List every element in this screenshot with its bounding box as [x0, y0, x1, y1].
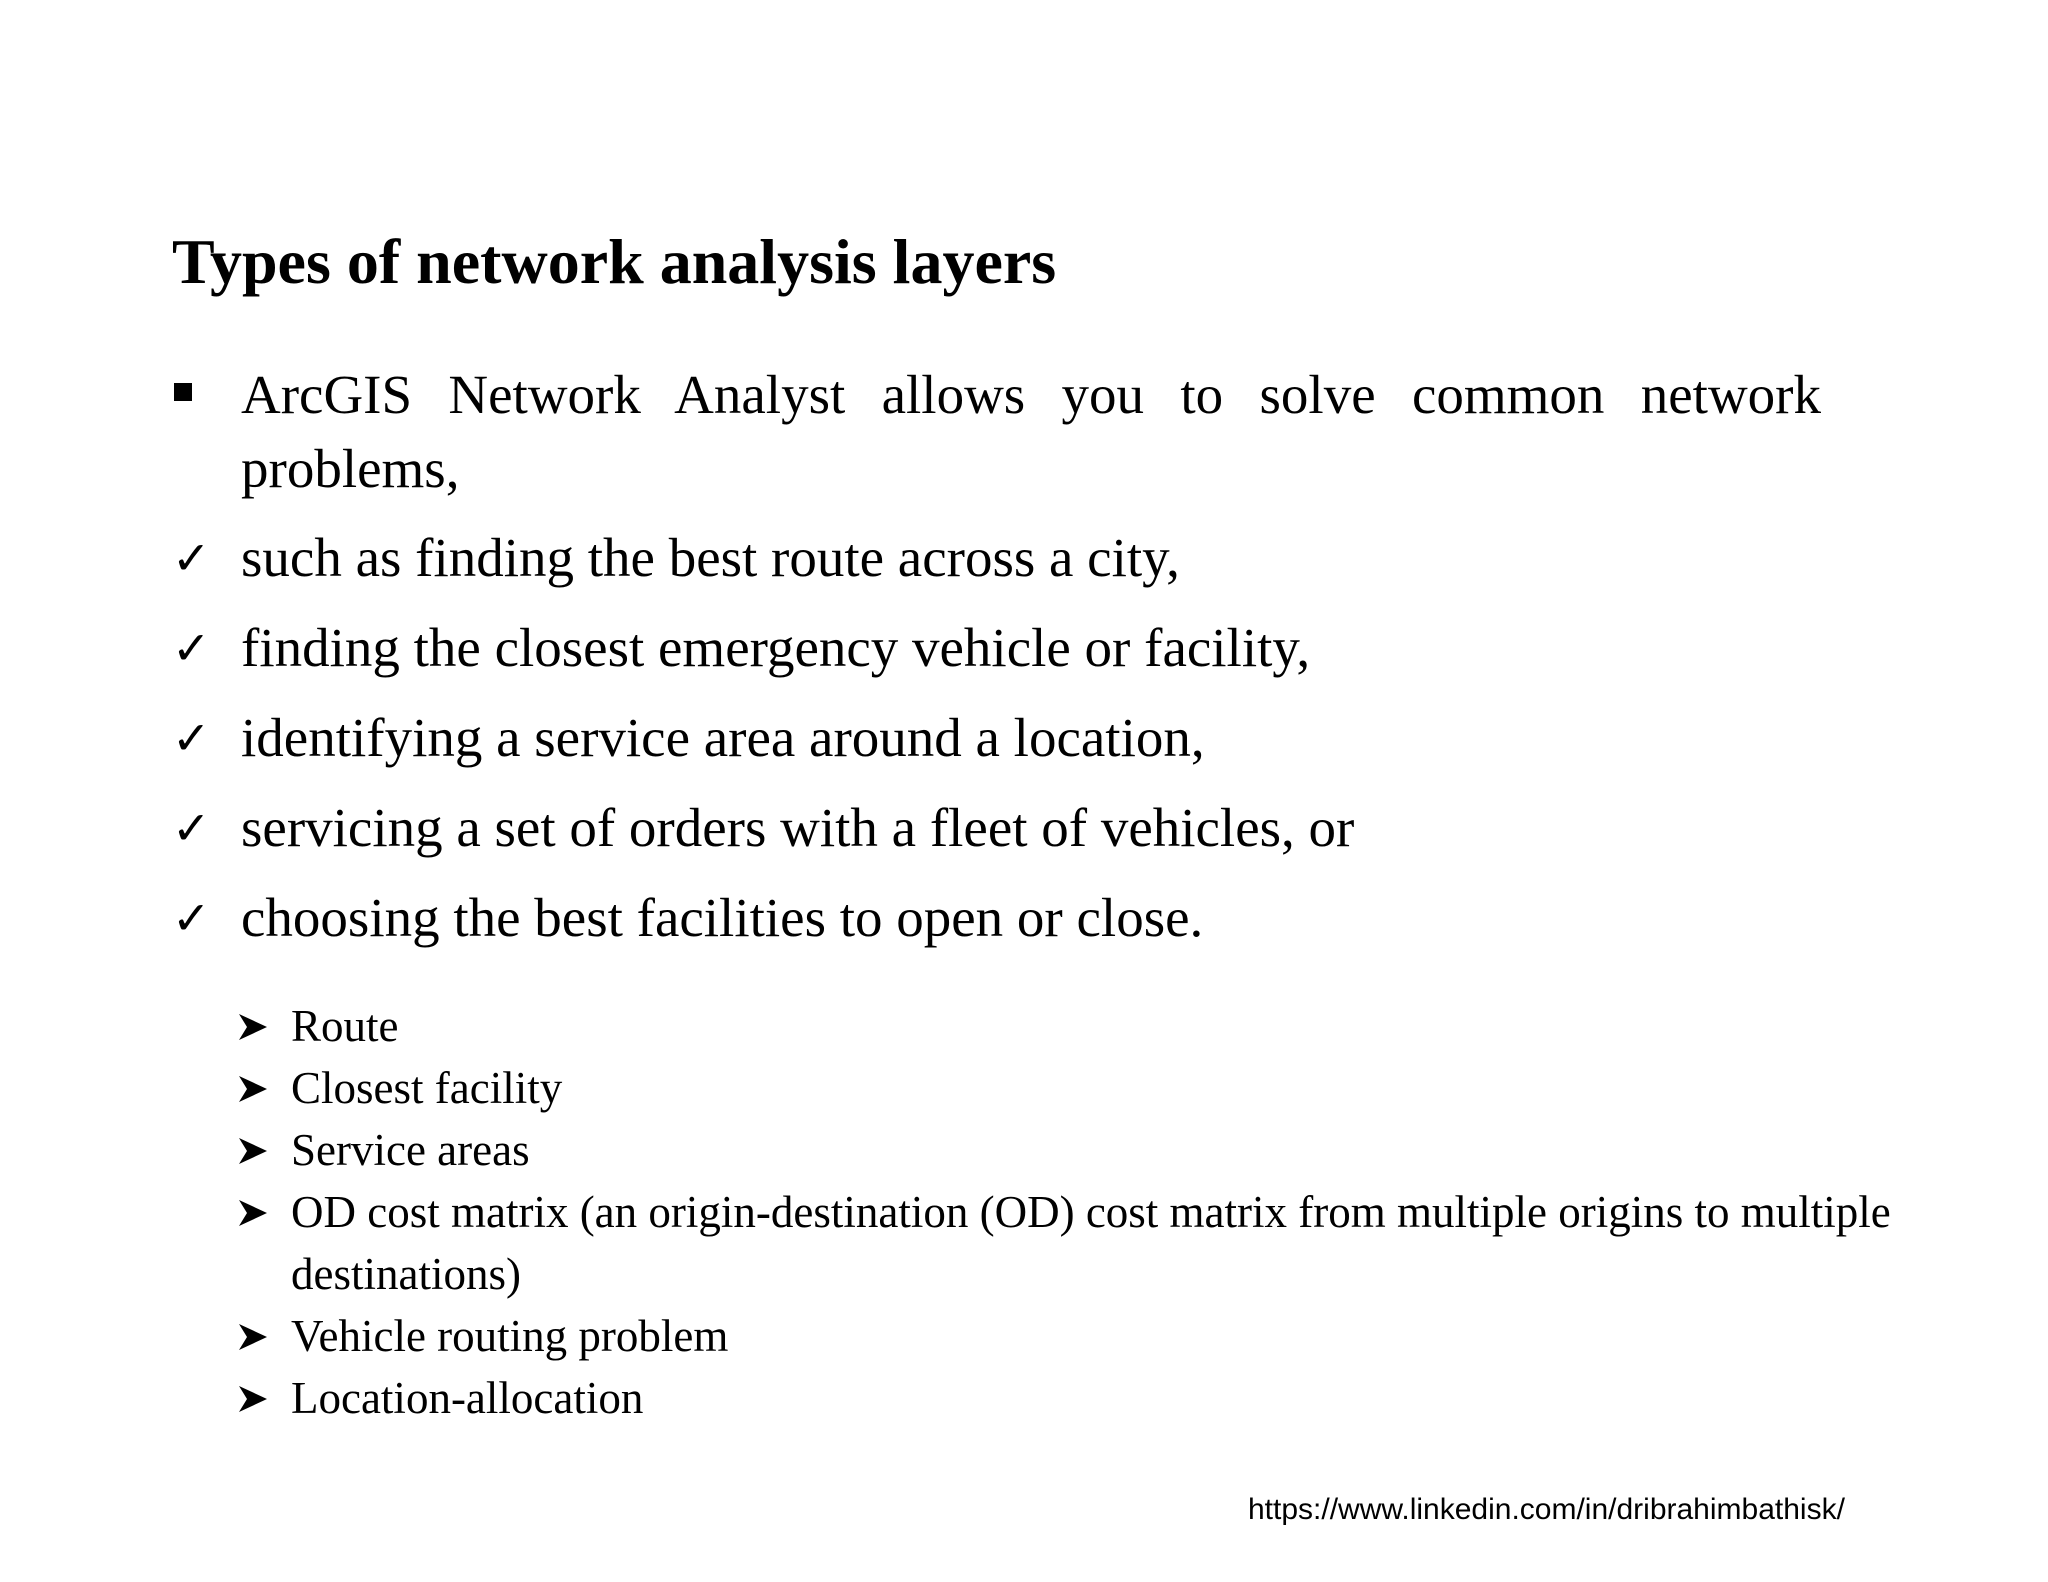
layer-type-item [0, 1057, 2048, 1119]
slide-title: Types of network analysis layers [172, 226, 1057, 297]
layer-type-text: OD cost matrix (an origin-destination (OD) cost matrix from multiple origins to multiple destinations) [291, 1187, 1891, 1299]
arrowhead-bullet-icon [237, 1367, 273, 1429]
checklist-item-text: choosing the best facilities to open or close. [241, 887, 1204, 948]
layer-type-text: Service areas [291, 1125, 530, 1175]
checkmark-icon: ✓ [172, 531, 211, 585]
checklist-item [0, 521, 2048, 611]
checkmark-icon: ✓ [172, 801, 211, 855]
layer-type-text: Closest facility [291, 1063, 563, 1113]
layer-type-item [0, 1181, 2048, 1305]
checklist-item-text: identifying a service area around a location, [241, 707, 1205, 768]
checklist-item [0, 881, 2048, 971]
arrowhead-bullet-icon [237, 1119, 273, 1181]
checklist-item [0, 611, 2048, 701]
layer-type-text: Vehicle routing problem [291, 1311, 729, 1361]
checklist-item [0, 791, 2048, 881]
checkmark-icon: ✓ [172, 711, 211, 765]
checklist-item-text: such as finding the best route across a city, [241, 527, 1180, 588]
intro-text: ArcGIS Network Analyst allows you to solve common network problems, [241, 364, 1821, 499]
square-bullet-icon [174, 383, 192, 401]
layer-type-item [0, 1119, 2048, 1181]
arrowhead-bullet-icon [237, 1305, 273, 1367]
checkmark-icon: ✓ [172, 621, 211, 675]
layer-type-item [0, 1305, 2048, 1367]
layer-type-text: Location-allocation [291, 1373, 644, 1423]
checklist-item-text: finding the closest emergency vehicle or facility, [241, 617, 1311, 678]
checklist-item-text: servicing a set of orders with a fleet of vehicles, or [241, 797, 1355, 858]
layer-type-text: Route [291, 1001, 399, 1051]
footer-linkedin-url: https://www.linkedin.com/in/dribrahimbathisk/ [1248, 1493, 1845, 1526]
arrowhead-bullet-icon [237, 995, 273, 1057]
layer-type-list [0, 995, 2048, 1429]
arrowhead-bullet-icon [237, 1057, 273, 1119]
arrowhead-bullet-icon [237, 1181, 273, 1243]
checklist [0, 521, 2048, 971]
layer-type-item [0, 995, 2048, 1057]
checklist-item [0, 701, 2048, 791]
layer-type-item [0, 1367, 2048, 1429]
checkmark-icon: ✓ [172, 891, 211, 945]
